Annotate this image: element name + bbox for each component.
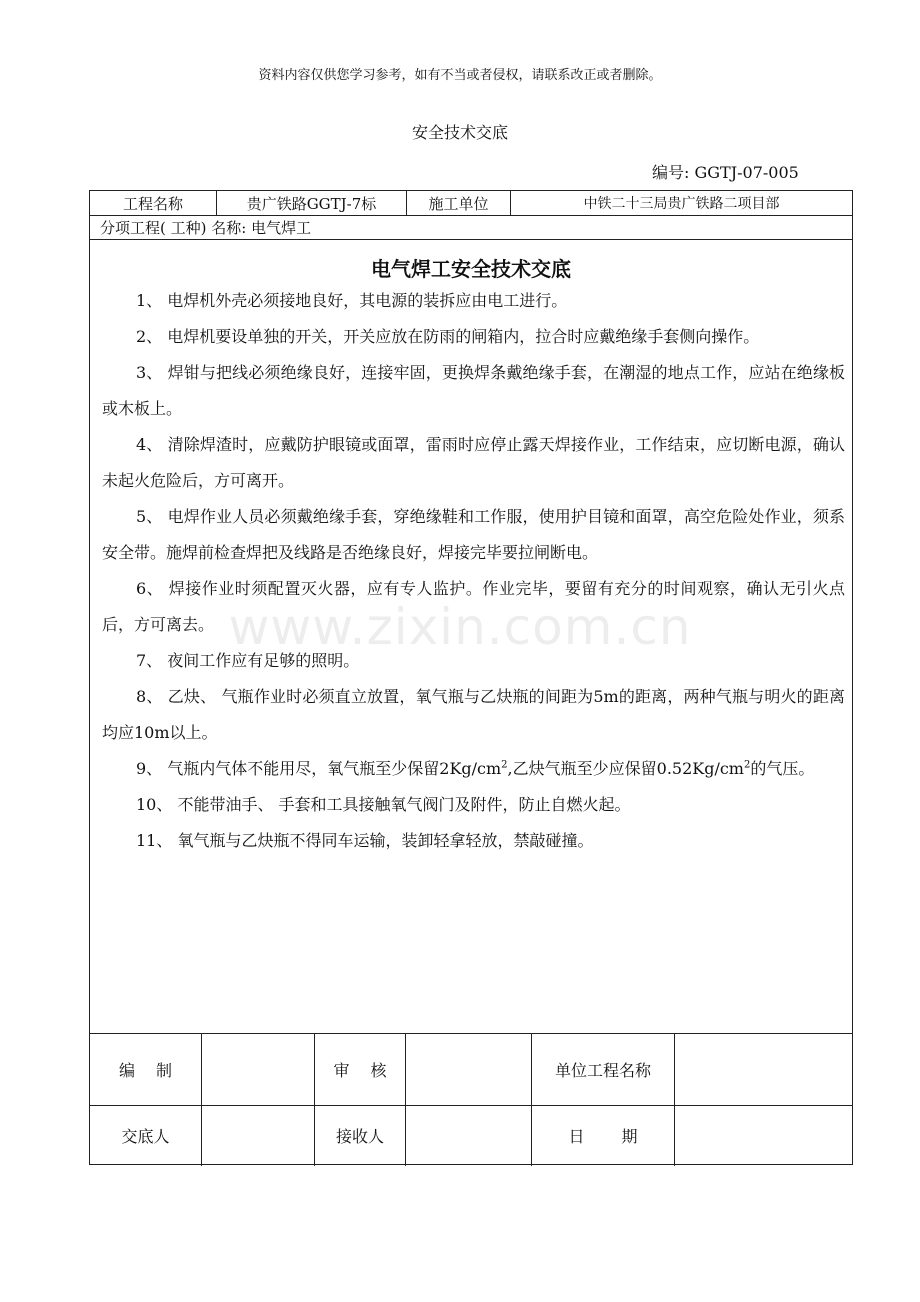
unit-project-value — [675, 1034, 852, 1105]
handover-signature — [202, 1106, 314, 1165]
signature-row — [90, 1106, 852, 1165]
superscript: 2 — [743, 759, 751, 771]
copyright-notice: 资料内容仅供您学习参考，如有不当或者侵权，请联系改正或者删除。 — [258, 68, 662, 83]
date-label: 日 期 — [568, 1127, 638, 1146]
document-number: 编号: GGTJ-07-005 — [652, 163, 799, 182]
list-item: 2、 电焊机要设单独的开关，开关应放在防雨的闸箱内，拉合时应戴绝缘手套侧向操作。 — [136, 327, 760, 346]
receiver-label: 接收人 — [335, 1127, 384, 1146]
signature-row — [90, 1034, 852, 1106]
handover-person-label: 交底人 — [121, 1127, 170, 1146]
watermark: www.zixin.com.cn — [228, 598, 692, 656]
compile-signature — [202, 1034, 314, 1105]
document-title: 安全技术交底 — [411, 123, 508, 142]
list-item: 7、 夜间工作应有足够的照明。 — [136, 651, 360, 670]
review-signature — [406, 1034, 531, 1105]
list-item: 10、 不能带油手、 手套和工具接触氧气阀门及附件，防止自燃火起。 — [136, 795, 631, 814]
list-item — [102, 751, 845, 787]
receiver-signature — [406, 1106, 531, 1165]
signature-table — [90, 1033, 852, 1165]
safety-items — [102, 283, 845, 859]
list-item: 1、 电焊机外壳必须接地良好，其电源的装拆应由电工进行。 — [136, 291, 568, 310]
list-item: 11、 氧气瓶与乙炔瓶不得同车运输，装卸轻拿轻放，禁敲碰撞。 — [136, 831, 594, 850]
construction-unit-value: 中铁二十三局贵广铁路二项目部 — [583, 196, 780, 212]
handover-form — [89, 190, 853, 1165]
list-item: 8、 乙炔、 气瓶作业时必须直立放置，氧气瓶与乙炔瓶的间距为5m的距离，两种气瓶与明火的距离均应10m以上。 — [102, 687, 845, 742]
item-text: 的气压。 — [750, 759, 815, 778]
superscript: 2 — [501, 759, 508, 771]
list-item: 5、 电焊作业人员必须戴绝缘手套，穿绝缘鞋和工作服，使用护目镜和面罩，高空危险处作业，须系安全带。施焊前检查焊把及线路是否绝缘良好，焊接完毕要拉闸断电。 — [102, 507, 845, 562]
list-item: 3、 焊钳与把线必须绝缘良好，连接牢固，更换焊条戴绝缘手套，在潮湿的地点工作，应站在绝缘板或木板上。 — [102, 363, 845, 418]
sub-project-row: 分项工程( 工种) 名称: 电气焊工 — [90, 216, 852, 240]
review-label: 审 核 — [333, 1061, 387, 1080]
date-value — [675, 1106, 852, 1165]
unit-project-label: 单位工程名称 — [554, 1061, 651, 1080]
project-name-value: 贵广铁路GGTJ-7标 — [246, 194, 377, 213]
main-title: 电气焊工安全技术交底 — [371, 257, 571, 281]
project-name-label: 工程名称 — [122, 194, 183, 213]
construction-unit-label: 施工单位 — [428, 194, 489, 213]
list-item: 6、 焊接作业时须配置灭火器，应有专人监护。作业完毕，要留有充分的时间观察，确认无引火点后，方可离去。 — [102, 579, 845, 634]
item-text: ,乙炔气瓶至少应保留0.52Kg/cm — [507, 759, 744, 778]
item-text: 9、 气瓶内气体不能用尽，氧气瓶至少保留2Kg/cm — [136, 759, 502, 778]
list-item: 4、 清除焊渣时，应戴防护眼镜或面罩，雷雨时应停止露天焊接作业，工作结束，应切断电源，确认未起火危险后，方可离开。 — [102, 435, 845, 490]
header-row — [90, 191, 852, 216]
compile-label: 编 制 — [118, 1061, 173, 1080]
